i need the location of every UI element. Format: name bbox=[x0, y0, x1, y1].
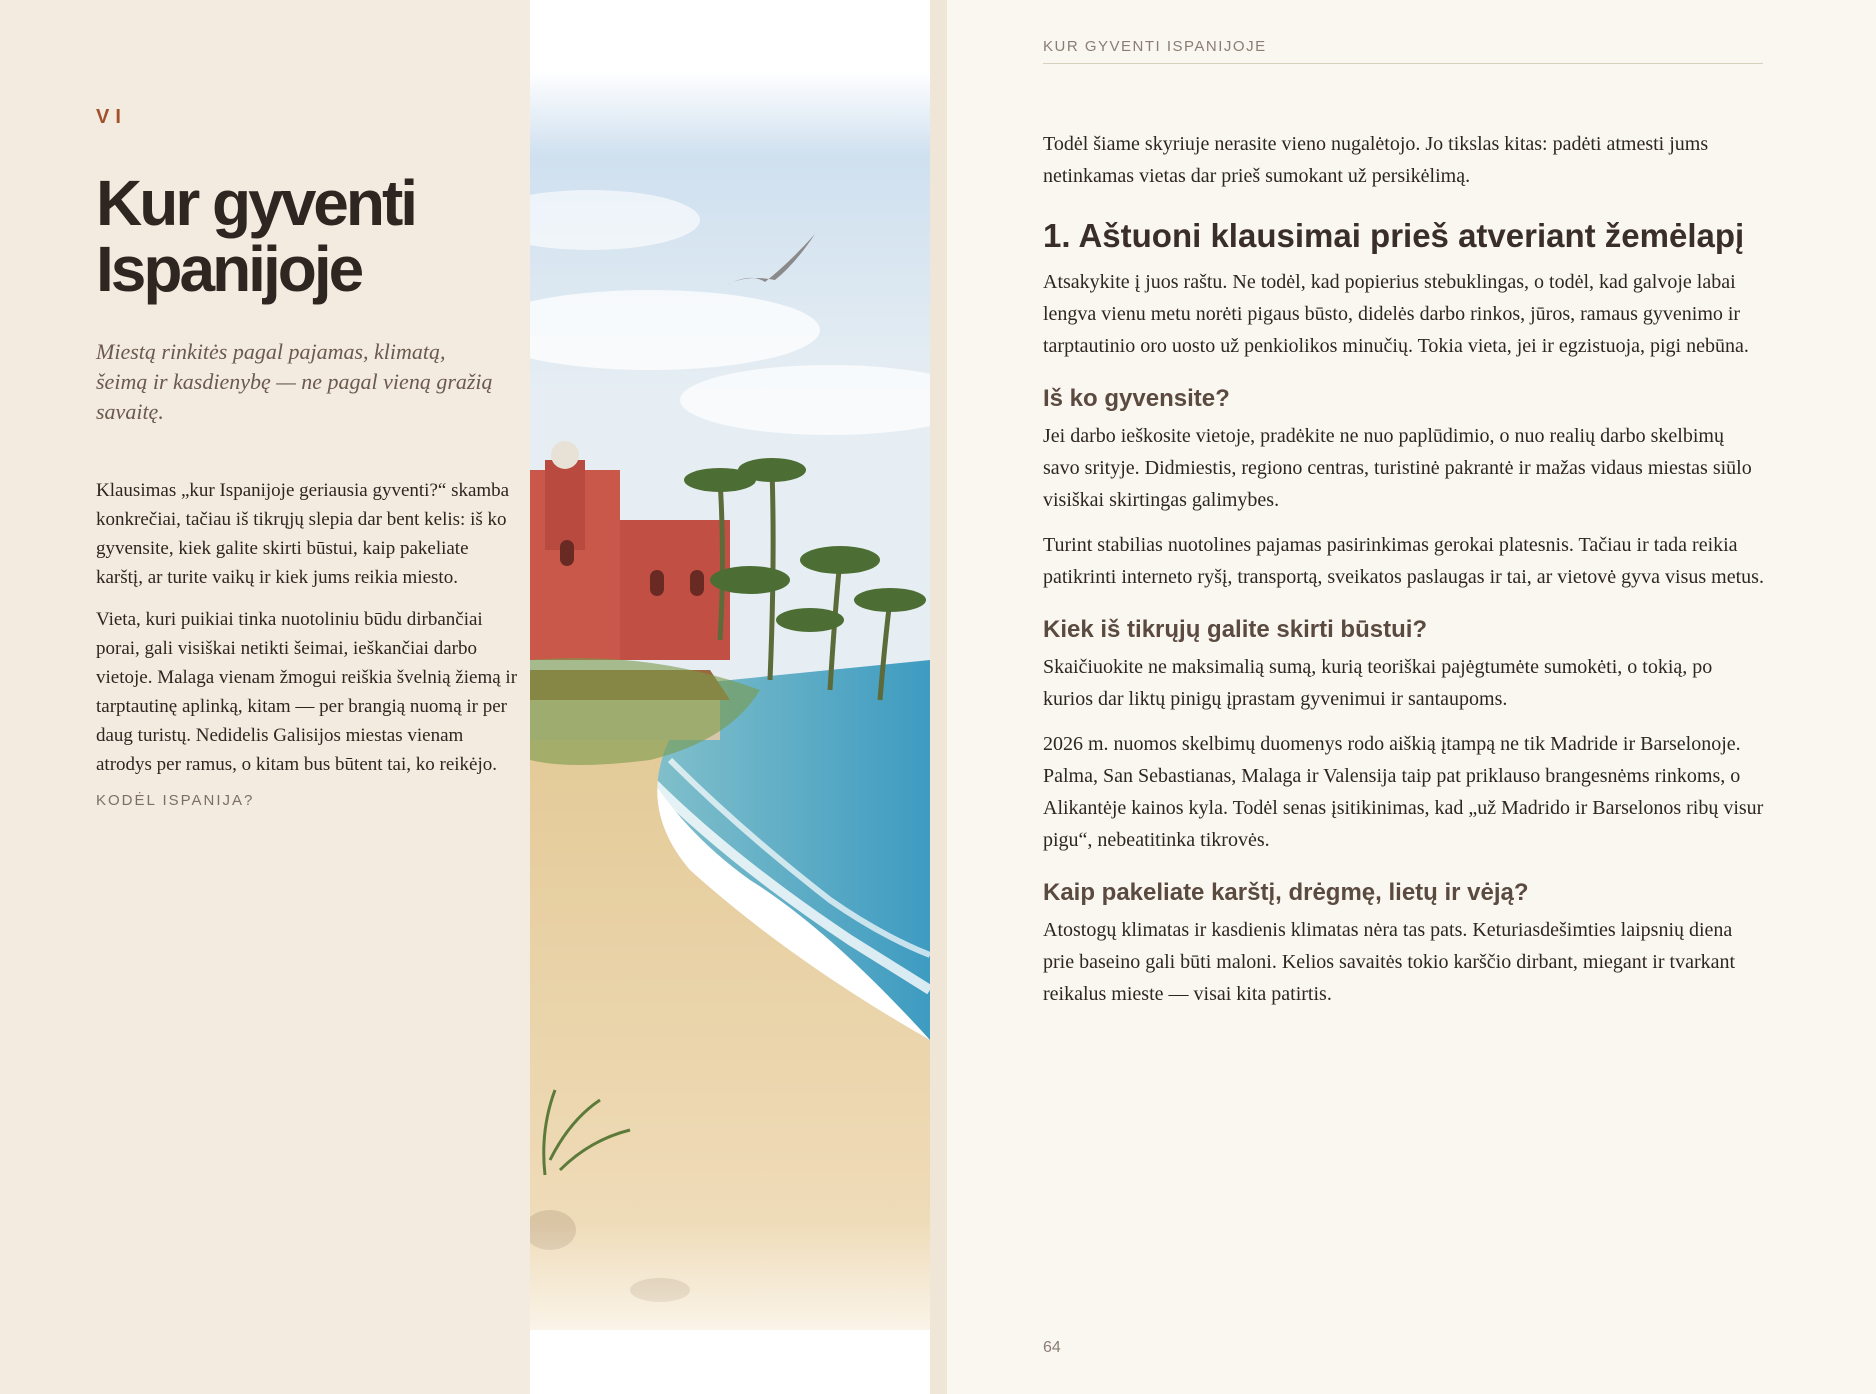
question-paragraph: Atostogų klimatas ir kasdienis klimatas nėra tas pats. Keturiasdešimties laipsnių diena prie baseino gali būti maloni. Kelios savaitės tokio karščio dirbant, miegant ir tvarkant reikalus mieste — visai kita patirtis. bbox=[1043, 919, 1736, 1005]
question-heading-housing: Kiek iš tikrųjų galite skirti būstui? bbox=[1043, 616, 1428, 643]
left-paragraph: Vieta, kuri puikiai tinka nuotoliniu būdu dirbančiai porai, gali visiškai netikti šeimai, ieškančiai darbo vietoje. Malaga vienam žmogui reiškia švelnią žiemą ir tarptautinę aplinką, kitam — per brangią nuomą ir per daug turistų. Nedidelis Galisijos miestas vienam atrodys per ramus, o kitam bus būtent tai, ko reikėjo. bbox=[96, 609, 518, 775]
why-spain-link[interactable]: KODĖL ISPANIJA? bbox=[96, 792, 255, 809]
left-body bbox=[96, 476, 520, 809]
question-paragraph: Jei darbo ieškosite vietoje, pradėkite ne nuo paplūdimio, o nuo realių darbo skelbimų savo srityje. Didmiestis, regiono centras, turistinė pakrantė ir mažas vidaus miestas siūlo visiškai skirtingas galimybes. bbox=[1043, 425, 1752, 511]
question-paragraph: Turint stabilias nuotolines pajamas pasirinkimas gerokai platesnis. Tačiau ir tada reikia patikrinti interneto ryšį, transportą, sveikatos paslaugas ir tai, ar vietovė gyva visus metus. bbox=[1043, 534, 1764, 588]
intro-paragraph: Todėl šiame skyriuje nerasite vieno nugalėtojo. Jo tikslas kitas: padėti atmesti jums netinkamas vietas dar prieš sumokant už persikėlimą. bbox=[1043, 133, 1709, 187]
right-body bbox=[1043, 128, 1765, 1023]
chapter-title: Kur gyventi Ispanijoje bbox=[96, 167, 416, 305]
section-title: 1. Aštuoni klausimai prieš atveriant žemėlapį bbox=[1043, 217, 1745, 254]
question-paragraph: 2026 m. nuomos skelbimų duomenys rodo aiškią įtampą ne tik Madride ir Barselonoje. Palma, San Sebastianas, Malaga ir Valensija taip pat priklauso brangesnėms rinkoms, o Alikantėje kainos kyla. Todėl senas įsitikinimas, kad „už Madrido ir Barselonos ribų visur pigu“, nebeatitinka tikrovės. bbox=[1043, 733, 1764, 851]
left-page bbox=[0, 0, 530, 1394]
page-number-right: 64 bbox=[1043, 1339, 1061, 1356]
question-heading-income: Iš ko gyvensite? bbox=[1043, 385, 1230, 412]
question-paragraph: Skaičiuokite ne maksimalią sumą, kurią teoriškai pajėgtumėte sumokėti, o tokią, po kurios dar liktų pinigų įprastam gyvenimui ir santaupoms. bbox=[1043, 656, 1713, 710]
coastal-illustration bbox=[530, 0, 930, 1394]
chapter-subtitle: Miestą rinkitės pagal pajamas, klimatą, šeimą ir kasdienybę — ne pagal vieną gražią savaitę. bbox=[96, 339, 493, 424]
running-head: KUR GYVENTI ISPANIJOJE bbox=[1043, 38, 1763, 64]
section-intro: Atsakykite į juos raštu. Ne todėl, kad popierius stebuklingas, o todėl, kad galvoje labai lengva vienu metu norėti pigaus būsto, didelės darbo rinkos, jūros, ramaus gyvenimo ir tarptautinio oro uosto už penkiolikos minučių. Tokia vieta, jei ir egzistuoja, pigi nebūna. bbox=[1043, 271, 1749, 357]
right-page bbox=[947, 0, 1876, 1394]
left-paragraph: Klausimas „kur Ispanijoje geriausia gyventi?“ skamba konkrečiai, tačiau iš tikrųjų slepia dar bent kelis: iš ko gyvensite, kiek galite skirti būstui, kaip pakeliate karštį, ar turite vaikų ir kiek jums reikia miesto. bbox=[96, 480, 510, 588]
question-heading-climate: Kaip pakeliate karštį, drėgmę, lietų ir vėją? bbox=[1043, 879, 1529, 906]
book-gutter bbox=[930, 0, 947, 1394]
chapter-number: VI bbox=[96, 106, 127, 128]
